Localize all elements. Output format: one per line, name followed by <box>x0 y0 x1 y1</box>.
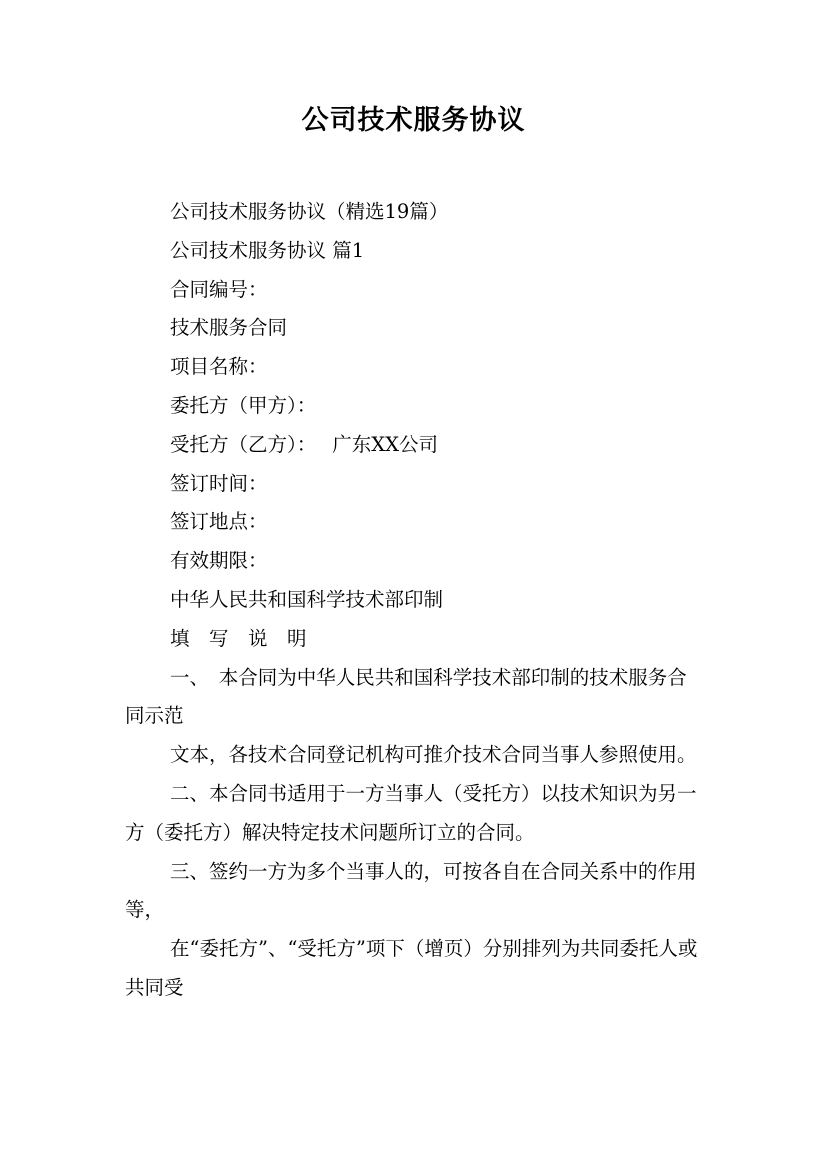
paragraph-instruction-3b: 在“委托方”、“受托方”项下（增页）分别排列为共同委托人或共同受 <box>125 937 698 999</box>
paragraph-contract-type: 技术服务合同 <box>170 316 288 340</box>
paragraph-project-name: 项目名称： <box>170 355 268 379</box>
paragraph-instruction-1a: 一、 本合同为中华人民共和国科学技术部印制的技术服务合同示范 <box>125 665 687 728</box>
paragraph-printer: 中华人民共和国科学技术部印制 <box>170 587 444 611</box>
document-body <box>125 193 705 1008</box>
paragraph-validity: 有效期限： <box>170 549 268 573</box>
paragraph-sign-time: 签订时间： <box>170 471 268 495</box>
paragraph-contractor: 受托方（乙方）： 广东XX公司 <box>170 432 438 456</box>
paragraph-client: 委托方（甲方）： <box>170 393 317 417</box>
document-title: 公司技术服务协议 <box>301 105 526 136</box>
paragraph-instruction-3a: 三、签约一方为多个当事人的，可按各自在合同关系中的作用等， <box>125 859 697 922</box>
paragraph-subtitle: 公司技术服务协议（精选19篇） <box>170 200 449 223</box>
paragraph-sign-place: 签订地点： <box>170 510 268 534</box>
paragraph-section-heading: 公司技术服务协议 篇1 <box>170 238 365 262</box>
paragraph-contract-number: 合同编号： <box>170 277 268 301</box>
paragraph-instructions-heading: 填 写 说 明 <box>170 626 307 650</box>
paragraph-instruction-2: 二、本合同书适用于一方当事人（受托方）以技术知识为另一方（委托方）解决特定技术问题所订立的合同。 <box>125 781 697 844</box>
paragraph-instruction-1b: 文本，各技术合同登记机构可推介技术合同当事人参照使用。 <box>170 743 697 767</box>
